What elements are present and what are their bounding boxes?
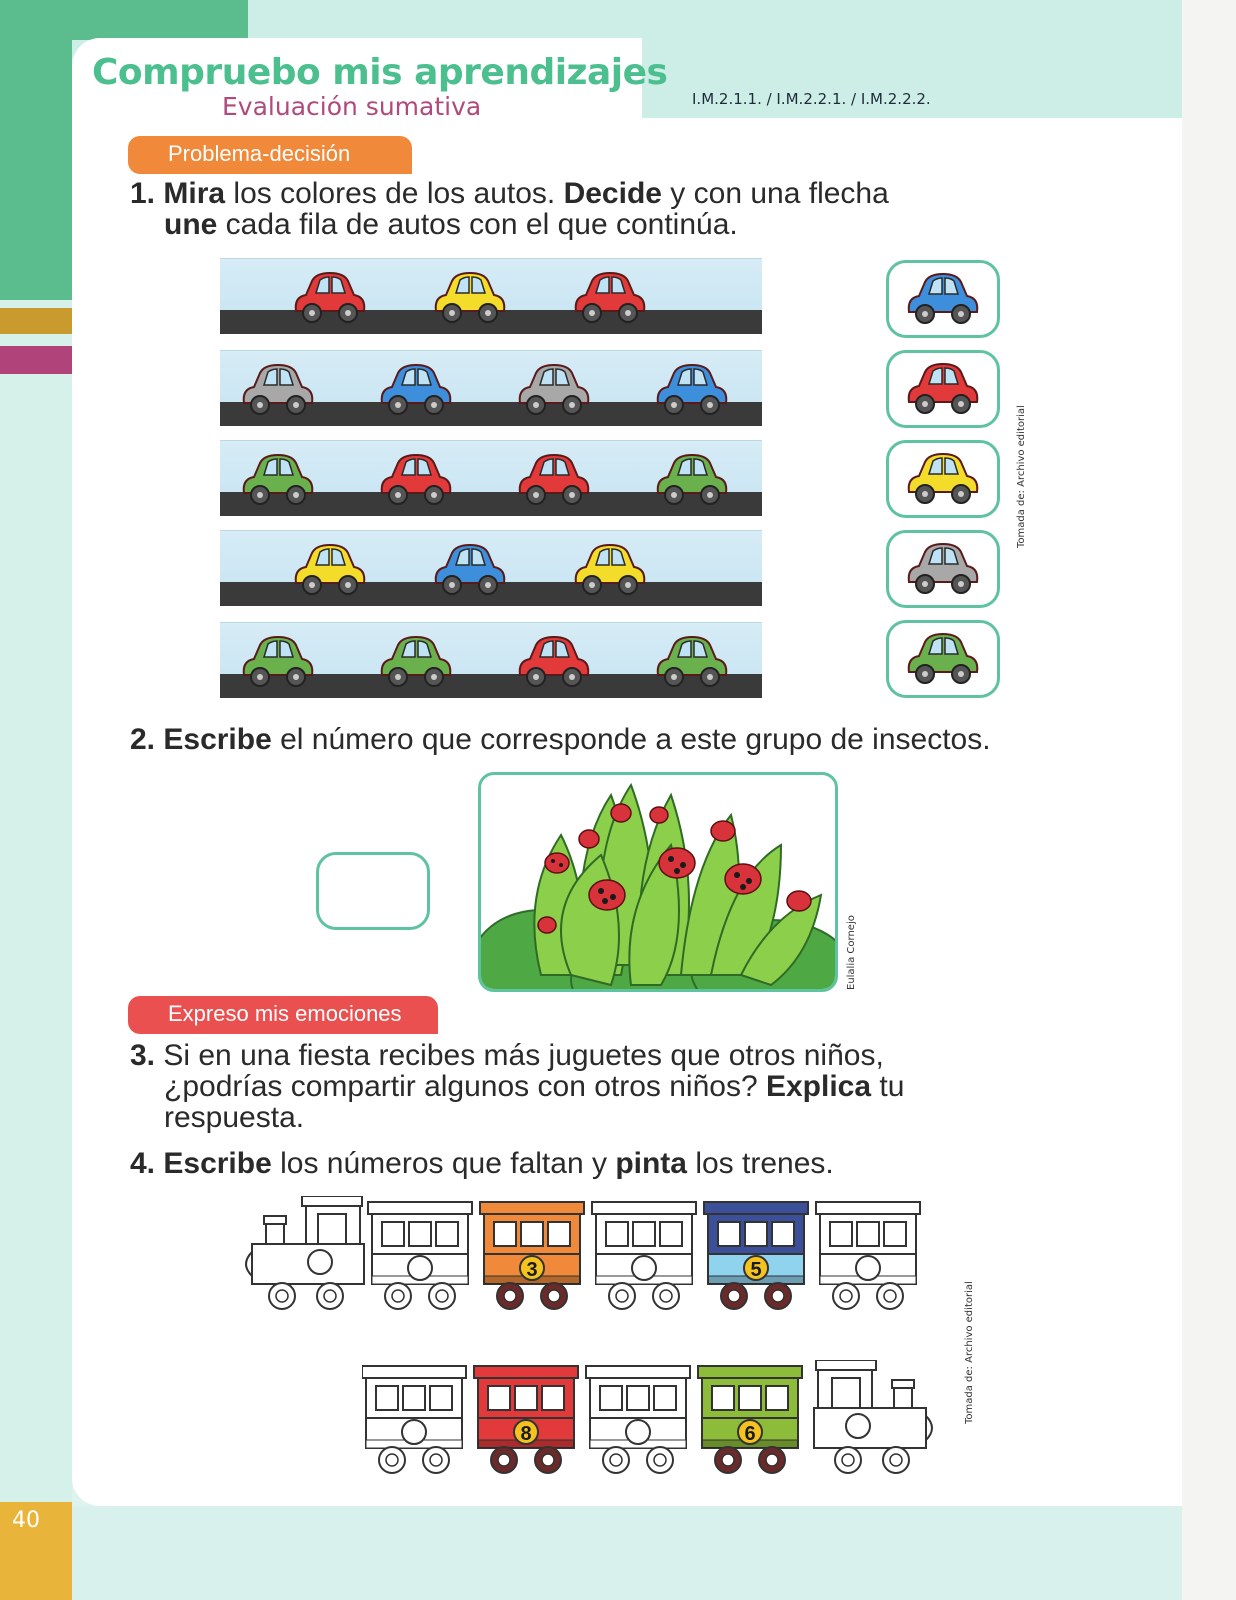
q1-line-2 xyxy=(130,209,1010,240)
emotions-label: Expreso mis emociones xyxy=(168,1001,402,1026)
wagon-number: 3 xyxy=(526,1259,538,1281)
ladybugs-on-leaves xyxy=(481,775,838,992)
gray-car xyxy=(903,538,983,600)
blue-car xyxy=(652,359,732,421)
bottom-band xyxy=(72,1506,1182,1600)
red-car xyxy=(290,267,370,329)
red-car xyxy=(570,267,650,329)
train-engine[interactable] xyxy=(246,1196,364,1309)
right-page-edge xyxy=(1182,0,1236,1600)
car-choice-red[interactable] xyxy=(886,350,1000,428)
pink-stripe xyxy=(0,346,72,374)
cars-credit: Tomada de: Archivo editorial xyxy=(1016,405,1027,548)
gold-stripe xyxy=(0,308,72,334)
insects-credit: Eulalia Cornejo xyxy=(846,915,857,990)
ladybug xyxy=(579,830,599,848)
green-car xyxy=(652,449,732,511)
train-wagon-5[interactable] xyxy=(816,1202,920,1309)
train-engine[interactable] xyxy=(814,1360,932,1473)
car-row-3 xyxy=(220,440,762,516)
ladybug xyxy=(650,807,668,823)
q4-text-2: los trenes. xyxy=(686,1147,834,1180)
car-row-5 xyxy=(220,622,762,698)
q3-text-1: Si en una fiesta recibes más juguetes que otros niños, xyxy=(155,1039,884,1072)
train-wagon-3[interactable] xyxy=(592,1202,696,1309)
train-wagon-1[interactable] xyxy=(362,1366,466,1473)
trains-credit: Tomada de: Archivo editorial xyxy=(964,1281,975,1424)
ladybug xyxy=(538,917,556,933)
blue-car xyxy=(376,359,456,421)
problem-decision-label: Problema-decisión xyxy=(168,141,351,166)
train-2 xyxy=(362,1360,962,1496)
question-1 xyxy=(130,178,1010,240)
red-car xyxy=(376,449,456,511)
top-green-block xyxy=(72,0,248,40)
ladybug xyxy=(545,853,569,873)
red-car xyxy=(514,449,594,511)
q3-text-3: tu xyxy=(871,1070,905,1103)
q1-text-1: los colores de los autos. xyxy=(225,177,564,210)
question-3-number: 3. xyxy=(130,1039,156,1072)
gray-car xyxy=(238,359,318,421)
q2-verb-escribe: Escribe xyxy=(163,723,272,756)
car-choice-yellow[interactable] xyxy=(886,440,1000,518)
emotions-tag xyxy=(128,996,438,1034)
train-wagon-4[interactable] xyxy=(704,1202,808,1309)
question-1-number: 1. xyxy=(130,177,156,210)
ladybug xyxy=(787,891,811,911)
train-wagon-2[interactable] xyxy=(474,1366,578,1473)
wagon-number: 5 xyxy=(750,1259,762,1281)
green-car xyxy=(376,631,456,693)
yellow-car xyxy=(903,448,983,510)
blue-car xyxy=(903,268,983,330)
train-1 xyxy=(244,1196,944,1332)
car-row-4 xyxy=(220,530,762,606)
q4-text-1: los números que faltan y xyxy=(271,1147,616,1180)
yellow-car xyxy=(290,539,370,601)
ladybug xyxy=(711,821,735,841)
q4-verb-pinta: pinta xyxy=(615,1147,687,1180)
car-choice-green[interactable] xyxy=(886,620,1000,698)
q1-verb-mira: Mira xyxy=(163,177,226,210)
question-2 xyxy=(130,724,1090,755)
q3-verb-explica: Explica xyxy=(765,1070,872,1103)
question-3 xyxy=(130,1040,1080,1133)
ladybugs-illustration xyxy=(478,772,838,992)
green-car xyxy=(238,631,318,693)
curriculum-codes: I.M.2.1.1. / I.M.2.2.1. / I.M.2.2.2. xyxy=(692,90,931,108)
yellow-car xyxy=(570,539,650,601)
red-car xyxy=(903,358,983,420)
train-wagon-2[interactable] xyxy=(480,1202,584,1309)
question-4 xyxy=(130,1148,1030,1179)
problem-decision-tag xyxy=(128,136,412,174)
page-subtitle: Evaluación sumativa xyxy=(222,92,482,121)
page-number: 40 xyxy=(12,1508,40,1533)
q4-verb-escribe: Escribe xyxy=(163,1147,272,1180)
question-2-number: 2. xyxy=(130,723,156,756)
train-wagon-3[interactable] xyxy=(586,1366,690,1473)
left-green-block xyxy=(0,0,72,300)
green-car xyxy=(652,631,732,693)
q1-text-3: cada fila de autos con el que continúa. xyxy=(217,208,738,241)
q1-verb-une: une xyxy=(164,208,218,241)
q2-text: el número que corresponde a este grupo de insectos. xyxy=(271,723,991,756)
q3-text-2: ¿podrías compartir algunos con otros niños? xyxy=(164,1070,766,1103)
q1-verb-decide: Decide xyxy=(563,177,662,210)
q1-text-2: y con una flecha xyxy=(661,177,889,210)
insect-count-answer-box[interactable] xyxy=(316,852,430,930)
wagon-number: 6 xyxy=(744,1423,756,1445)
ladybug xyxy=(611,804,631,822)
yellow-car xyxy=(430,267,510,329)
gray-car xyxy=(514,359,594,421)
train-wagon-4[interactable] xyxy=(698,1366,802,1473)
blue-car xyxy=(430,539,510,601)
car-row-2 xyxy=(220,350,762,426)
car-choice-blue[interactable] xyxy=(886,260,1000,338)
ladybug xyxy=(589,880,625,910)
train-wagon-1[interactable] xyxy=(368,1202,472,1309)
q3-line-2 xyxy=(130,1071,1080,1102)
question-4-number: 4. xyxy=(130,1147,156,1180)
wagon-number: 8 xyxy=(520,1423,532,1445)
green-car xyxy=(903,628,983,690)
red-car xyxy=(514,631,594,693)
q3-line-3: respuesta. xyxy=(164,1101,305,1134)
green-car xyxy=(238,449,318,511)
car-choice-gray[interactable] xyxy=(886,530,1000,608)
page-title: Compruebo mis aprendizajes xyxy=(92,52,668,93)
car-row-1 xyxy=(220,258,762,334)
